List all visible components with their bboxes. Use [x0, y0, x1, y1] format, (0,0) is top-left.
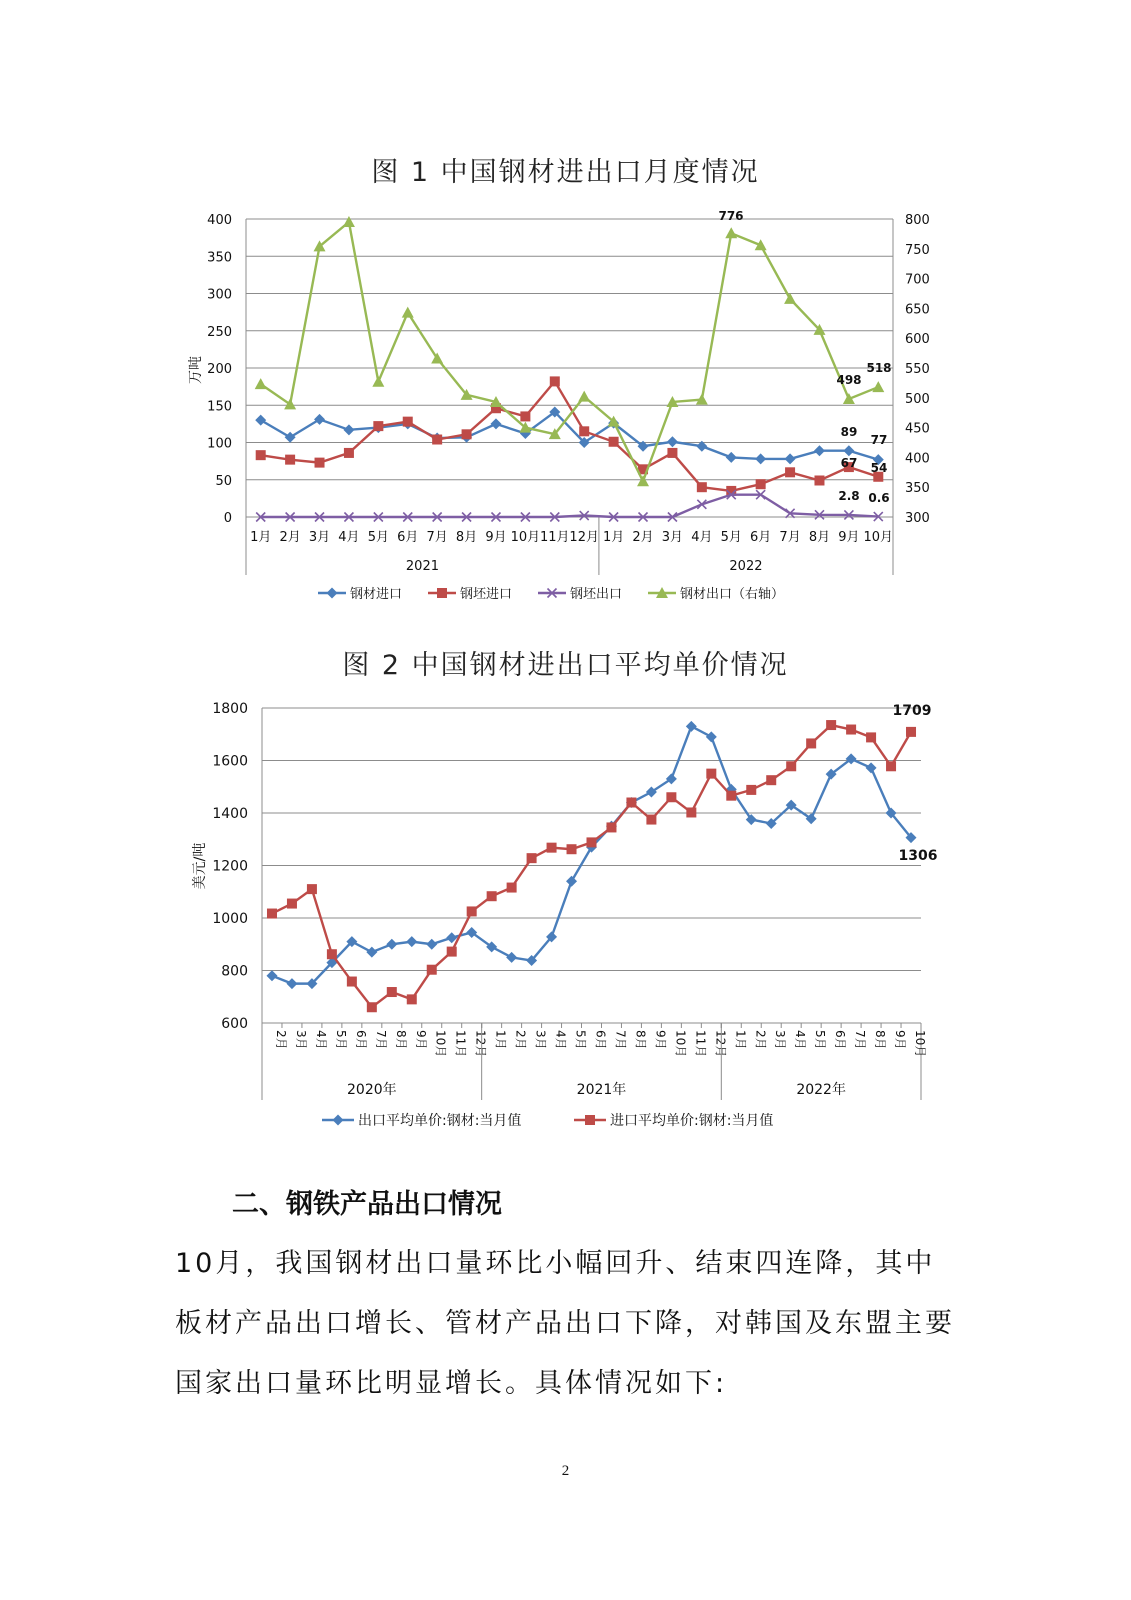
- data-point: [286, 978, 297, 989]
- x-tick-label: 2月: [273, 1030, 288, 1050]
- x-tick-label: 2月: [513, 1030, 528, 1050]
- x-tick-label: 4月: [338, 530, 360, 545]
- y-tick-label: 350: [207, 250, 232, 266]
- legend-marker: [333, 1115, 344, 1126]
- data-point: [567, 844, 577, 854]
- data-point: [527, 853, 537, 863]
- x-tick-label: 8月: [633, 1030, 648, 1050]
- data-point: [547, 843, 557, 853]
- y-tick-label: 100: [207, 436, 232, 452]
- y2-tick-label: 450: [905, 421, 930, 437]
- x-tick-label: 11月: [453, 1030, 468, 1058]
- x-tick-label: 6月: [593, 1030, 608, 1050]
- y2-tick-label: 800: [905, 213, 930, 228]
- legend-label: 钢材进口: [350, 587, 403, 602]
- y2-tick-label: 500: [905, 391, 930, 407]
- x-tick-label: 6月: [833, 1030, 848, 1050]
- x-tick-label: 8月: [808, 530, 831, 545]
- y-tick-label: 300: [207, 287, 232, 303]
- data-point: [606, 822, 616, 832]
- y-axis-title: 万吨: [188, 356, 204, 384]
- x-tick-label: 10月: [673, 1030, 688, 1058]
- data-point: [307, 884, 317, 894]
- x-tick-label: 1月: [493, 1030, 508, 1050]
- x-tick-label: 4月: [793, 1030, 808, 1050]
- data-point: [686, 721, 697, 732]
- data-point: [467, 906, 477, 916]
- y-tick-label: 800: [221, 963, 248, 980]
- x-tick-label: 5月: [333, 1030, 348, 1050]
- x-tick-label: 6月: [353, 1030, 368, 1050]
- y-tick-label: 600: [221, 1016, 248, 1032]
- x-tick-label: 5月: [573, 1030, 588, 1050]
- x-tick-label: 1月: [733, 1030, 748, 1050]
- x-tick-label: 6月: [750, 530, 772, 545]
- data-point: [866, 732, 876, 742]
- x-tick-label: 10月: [433, 1030, 448, 1058]
- legend-label: 钢材出口（右轴）: [680, 587, 785, 602]
- y-tick-label: 1400: [212, 806, 248, 822]
- x-tick-label: 6月: [397, 530, 419, 545]
- y-tick-label: 50: [215, 473, 232, 489]
- data-point: [826, 720, 836, 730]
- data-point: [646, 815, 656, 825]
- x-tick-label: 2月: [753, 1030, 768, 1050]
- data-point: [706, 731, 717, 742]
- data-point: [866, 762, 877, 773]
- data-point: [347, 977, 357, 987]
- legend-label: 钢坯进口: [460, 587, 513, 602]
- y-tick-label: 1800: [212, 701, 248, 717]
- data-point: [407, 994, 417, 1004]
- x-tick-label: 7月: [426, 530, 448, 545]
- data-point: [386, 939, 397, 950]
- x-tick-label: 9月: [485, 530, 507, 545]
- data-label: 0.6: [868, 491, 890, 505]
- data-point: [846, 725, 856, 735]
- x-tick-label: 7月: [373, 1030, 388, 1050]
- figure-1-title: 图 1 中国钢材进出口月度情况: [371, 157, 760, 188]
- x-tick-label: 9月: [653, 1030, 668, 1050]
- x-tick-label: 1月: [602, 530, 625, 545]
- x-tick-label: 10月: [913, 1030, 928, 1058]
- data-label: 67: [840, 456, 858, 470]
- x-tick-label: 10月: [510, 530, 541, 545]
- data-label: 776: [718, 209, 744, 223]
- data-point: [886, 761, 896, 771]
- data-point: [426, 939, 437, 950]
- y2-tick-label: 650: [905, 302, 930, 318]
- y-tick-label: 1200: [212, 858, 248, 875]
- series-line: [272, 725, 911, 1007]
- y-tick-label: 150: [207, 399, 232, 415]
- data-label: 2.8: [838, 489, 860, 503]
- data-point: [786, 761, 796, 771]
- data-label: 498: [836, 373, 862, 387]
- y2-tick-label: 550: [905, 362, 930, 377]
- legend-label: 进口平均单价:钢材:当月值: [610, 1113, 774, 1129]
- figure-2-series: [266, 720, 916, 1012]
- x-tick-label: 8月: [455, 530, 478, 545]
- data-point: [447, 947, 457, 957]
- data-point: [566, 876, 577, 887]
- data-point: [287, 899, 297, 909]
- y-axis-title: 美元/吨: [192, 842, 208, 890]
- figure-2-title: 图 2 中国钢材进出口平均单价情况: [342, 650, 789, 681]
- x-tick-label: 8月: [873, 1030, 888, 1050]
- x-tick-label: 3月: [308, 530, 331, 545]
- data-label: 518: [866, 361, 892, 375]
- data-label: 54: [870, 461, 888, 475]
- y-tick-label: 0: [223, 511, 232, 526]
- section-paragraph: 10月，我国钢材出口量环比小幅回升、结束四连降，其中板材产品出口增长、管材产品出口下降，对韩国及东盟主要国家出口量环比明显增长。具体情况如下:: [175, 1248, 955, 1399]
- x-group-label: 2020年: [347, 1082, 397, 1098]
- data-label: 1306: [898, 848, 938, 864]
- y2-tick-label: 350: [905, 481, 930, 497]
- y-tick-label: 1600: [212, 753, 248, 770]
- data-point: [506, 952, 517, 963]
- x-tick-label: 5月: [720, 530, 742, 545]
- y-tick-label: 200: [207, 362, 232, 377]
- y2-tick-label: 700: [905, 272, 930, 288]
- data-point: [626, 798, 636, 808]
- x-tick-label: 10月: [863, 530, 894, 545]
- y-tick-label: 250: [207, 324, 232, 340]
- series-line: [272, 726, 911, 983]
- data-label: 1709: [892, 703, 932, 719]
- x-tick-label: 12月: [473, 1030, 488, 1058]
- x-tick-label: 9月: [893, 1030, 908, 1050]
- x-tick-label: 3月: [773, 1030, 788, 1050]
- x-group-label: 2021年: [576, 1082, 627, 1098]
- x-tick-label: 9月: [838, 530, 860, 545]
- data-point: [266, 970, 277, 981]
- x-tick-label: 1月: [250, 530, 272, 545]
- x-tick-label: 11月: [540, 530, 570, 545]
- data-point: [587, 837, 597, 847]
- y-tick-label: 1000: [212, 911, 248, 927]
- data-point: [686, 807, 696, 817]
- data-point: [387, 987, 397, 997]
- data-point: [327, 949, 337, 959]
- legend-label: 钢坯出口: [570, 587, 623, 602]
- data-point: [706, 769, 716, 779]
- y2-tick-label: 600: [905, 332, 930, 348]
- page-number: 2: [561, 1463, 570, 1479]
- x-group-label: 2021: [405, 559, 440, 574]
- x-tick-label: 4月: [691, 530, 713, 545]
- data-point: [366, 947, 377, 958]
- data-point: [427, 965, 437, 975]
- x-tick-label: 2月: [632, 530, 654, 545]
- x-tick-label: 9月: [413, 1030, 428, 1050]
- section-heading: 二、钢铁产品出口情况: [232, 1189, 502, 1220]
- x-tick-label: 3月: [293, 1030, 308, 1050]
- x-tick-label: 4月: [313, 1030, 328, 1050]
- data-point: [487, 891, 497, 901]
- legend-label: 出口平均单价:钢材:当月值: [358, 1113, 522, 1129]
- x-group-label: 2022年: [796, 1082, 846, 1098]
- x-tick-label: 3月: [661, 530, 684, 545]
- y2-tick-label: 300: [905, 511, 930, 526]
- x-group-label: 2022: [729, 559, 763, 574]
- x-tick-label: 5月: [367, 530, 389, 545]
- y-tick-label: 400: [207, 213, 232, 228]
- y2-tick-label: 750: [905, 242, 930, 258]
- x-tick-label: 12月: [713, 1030, 728, 1058]
- data-label: 89: [840, 425, 858, 439]
- data-point: [406, 936, 417, 947]
- data-point: [267, 909, 277, 919]
- x-tick-label: 7月: [613, 1030, 628, 1050]
- x-tick-label: 4月: [553, 1030, 568, 1050]
- data-point: [507, 883, 517, 893]
- x-tick-label: 11月: [693, 1030, 708, 1058]
- data-point: [746, 785, 756, 795]
- data-point: [806, 738, 816, 748]
- data-label: 77: [870, 433, 888, 447]
- data-point: [906, 727, 916, 737]
- x-tick-label: 5月: [813, 1030, 828, 1050]
- figure-2-legend: [322, 1112, 773, 1129]
- data-point: [367, 1002, 377, 1012]
- x-tick-label: 12月: [569, 530, 599, 545]
- data-point: [726, 791, 736, 801]
- x-tick-label: 3月: [533, 1030, 548, 1050]
- figure-2-gridlines: [262, 708, 921, 1023]
- x-tick-label: 2月: [279, 530, 301, 545]
- x-tick-label: 8月: [393, 1030, 408, 1050]
- x-tick-label: 7月: [853, 1030, 868, 1050]
- data-point: [666, 792, 676, 802]
- data-point: [766, 775, 776, 785]
- legend-marker: [585, 1115, 595, 1125]
- x-tick-label: 7月: [779, 530, 801, 545]
- y2-tick-label: 400: [905, 451, 930, 467]
